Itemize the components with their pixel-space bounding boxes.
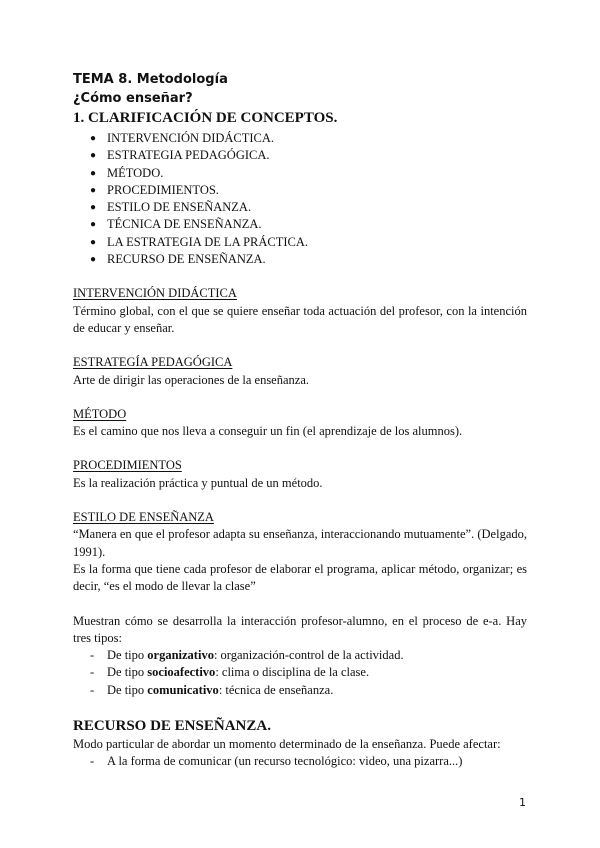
estilo-text: Es la forma que tiene cada profesor de elaborar el programa, aplicar método, organizar; es decir, “es el modo de llevar la clase”	[73, 561, 527, 594]
concepts-list	[73, 130, 527, 268]
concept-item: ● RECURSO DE ENSEÑANZA.	[90, 251, 527, 268]
metodo-heading: MÉTODO	[73, 406, 127, 421]
intervencion-text: Término global, con el que se quiere enseñar toda actuación del profesor, con la intención de educar y enseñar.	[73, 303, 527, 335]
recurso-list	[73, 753, 527, 770]
document-page	[73, 70, 527, 771]
concept-item: ● ESTILO DE ENSEÑANZA.	[90, 199, 527, 216]
page-number: 1	[519, 796, 526, 809]
tipo-term: socioafectivo	[147, 665, 216, 680]
concept-item: ● ESTRATEGIA PEDAGÓGICA.	[90, 147, 527, 164]
concept-item: ● PROCEDIMIENTOS.	[90, 182, 527, 199]
recurso-heading: RECURSO DE ENSEÑANZA.	[73, 718, 271, 735]
concept-item: ● MÉTODO.	[90, 165, 527, 182]
concept-item: ● TÉCNICA DE ENSEÑANZA.	[90, 216, 527, 233]
tipo-term: organizativo	[147, 648, 214, 663]
tipo-rest: : clima o disciplina de la clase.	[215, 665, 370, 680]
tipo-term: comunicativo	[147, 682, 219, 697]
document-title: TEMA 8. Metodología	[73, 72, 228, 87]
tipo-rest: : técnica de enseñanza.	[218, 682, 334, 697]
procedimientos-heading: PROCEDIMIENTOS	[73, 458, 182, 473]
intervencion-heading: INTERVENCIÓN DIDÁCTICA	[73, 286, 237, 301]
concept-item: ● LA ESTRATEGIA DE LA PRÁCTICA.	[90, 234, 527, 251]
document-question: ¿Cómo enseñar?	[73, 91, 193, 106]
metodo-text: Es el camino que nos lleva a conseguir un fin (el aprendizaje de los alumnos).	[73, 424, 463, 439]
estrategia-text: Arte de dirigir las operaciones de la enseñanza.	[73, 372, 310, 387]
estilo-quote: “Manera en que el profesor adapta su enseñanza, interaccionando mutuamente”. (Delgado, 1991).	[73, 527, 527, 559]
tipo-item	[90, 664, 527, 681]
section-heading-clarificacion: 1. CLARIFICACIÓN DE CONCEPTOS.	[73, 110, 338, 126]
tipo-prefix: De tipo	[107, 648, 148, 663]
recurso-item: - A la forma de comunicar (un recurso tecnológico: video, una pizarra...)	[90, 753, 527, 770]
concept-item: ● INTERVENCIÓN DIDÁCTICA.	[90, 130, 527, 147]
estilo-heading: ESTILO DE ENSEÑANZA	[73, 510, 214, 525]
tipo-rest: : organización-control de la actividad.	[213, 648, 404, 663]
tipo-item	[90, 647, 527, 664]
tipo-item	[90, 682, 527, 699]
tipo-prefix: De tipo	[107, 665, 148, 680]
estrategia-heading: ESTRATEGÍA PEDAGÓGICA	[73, 355, 233, 370]
recurso-text: Modo particular de abordar un momento determinado de la enseñanza. Puede afectar:	[73, 737, 501, 752]
tipos-list	[73, 647, 527, 699]
procedimientos-text: Es la realización práctica y puntual de un método.	[73, 475, 323, 490]
tipo-prefix: De tipo	[107, 682, 148, 697]
interaccion-intro: Muestran cómo se desarrolla la interacción profesor-alumno, en el proceso de e-a. Hay tres tipos:	[73, 613, 527, 645]
